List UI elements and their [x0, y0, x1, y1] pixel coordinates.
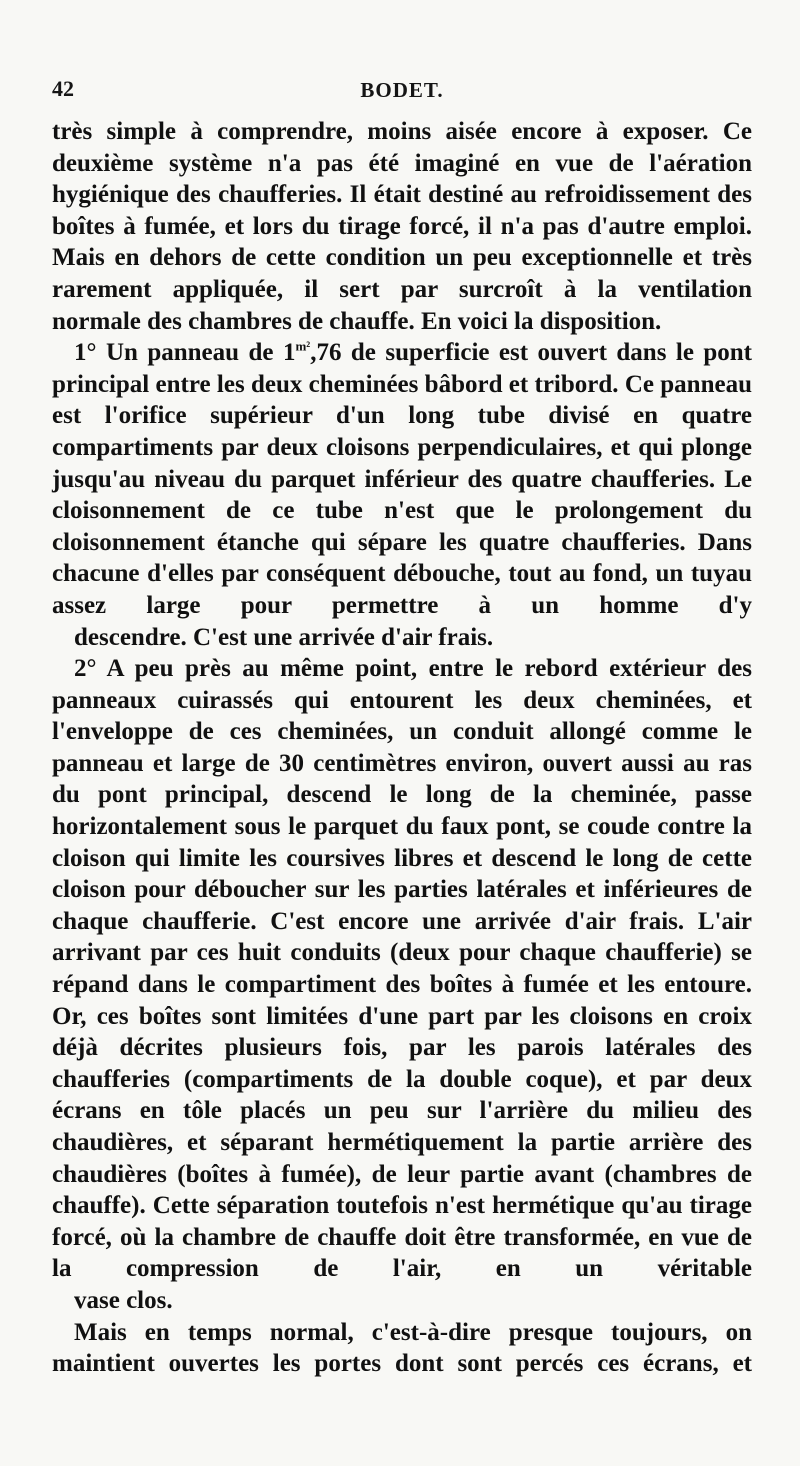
- page-number: 42: [52, 76, 74, 101]
- paragraph-2: [52, 337, 752, 653]
- paragraph-text: ,76 de superficie est ouvert dans le pont principal entre les deux cheminées bâbord et tribord. Ce panneau est l'orifice supérieur d'un long tube divisé en quatre compartiments par deux cloisons perpendiculaires, et qui plonge jusqu'au niveau du parquet inférieur des quatre chaufferies. Le cloisonnement de ce tube n'est que le prolongement du cloisonnement étanche qui sépare les quatre chaufferies. Dans chacune d'elles par conséquent débouche, tout au fond, un tuyau assez large pour permettre à un homme d'y: [52, 339, 753, 619]
- paragraph-1: [52, 116, 752, 337]
- paragraph-4: [52, 1317, 752, 1380]
- paragraph-3: [52, 653, 752, 1316]
- paragraph-prefix: 1° Un panneau de 1: [74, 339, 296, 367]
- paragraph-last-line: vase clos.: [74, 1286, 173, 1314]
- running-head: BODET.: [360, 78, 444, 102]
- paragraph-last-line: normale des chambres de chauffe. En voici la disposition.: [52, 307, 662, 335]
- unit-superscript: m²: [295, 338, 311, 354]
- paragraph-text: Mais en temps normal, c'est-à-dire presque toujours, on maintient ouvertes les portes dont sont percés ces écrans, et: [52, 1318, 752, 1378]
- paragraph-text: très simple à comprendre, moins aisée encore à exposer. Ce deuxième système n'a pas été imaginé en vue de l'aération hygiénique des chaufferies. Il était destiné au refroidissement des boîtes à fumée, et lors du tirage forcé, il n'a pas d'autre emploi. Mais en dehors de cette condition un peu exceptionnelle et très rarement appliquée, il sert par surcroît à la ventilation: [52, 118, 752, 303]
- body-text: [52, 116, 752, 1380]
- paragraph-last-line: descendre. C'est une arrivée d'air frais.: [74, 623, 494, 651]
- page-header: [52, 76, 752, 110]
- paragraph-text: 2° A peu près au même point, entre le rebord extérieur des panneaux cuirassés qui entourent les deux cheminées, et l'enveloppe de ces cheminées, un conduit allongé comme le panneau et large de 30 centimètres environ, ouvert aussi au ras du pont principal, descend le long de la cheminée, passe horizontalement sous le parquet du faux pont, se coude contre la cloison qui limite les coursives libres et descend le long de cette cloison pour déboucher sur les parties latérales et inférieures de chaque chaufferie. C'est encore une arrivée d'air frais. L'air arrivant par ces huit conduits (deux pour chaque chaufferie) se répand dans le compartiment des boîtes à fumée et les entoure. Or, ces boîtes sont limitées d'une part par les cloisons en croix déjà décrites plusieurs fois, par les parois latérales des chaufferies (compartiments de la double coque), et par deux écrans en tôle placés un peu sur l'arrière du milieu des chaudières, et séparant hermétiquement la partie arrière des chaudières (boîtes à fumée), de leur partie avant (chambres de chauffe). Cette séparation toutefois n'est hermétique qu'au tirage forcé, où la chambre de chauffe doit être transformée, en vue de la compression de l'air, en un véritable: [52, 655, 752, 1283]
